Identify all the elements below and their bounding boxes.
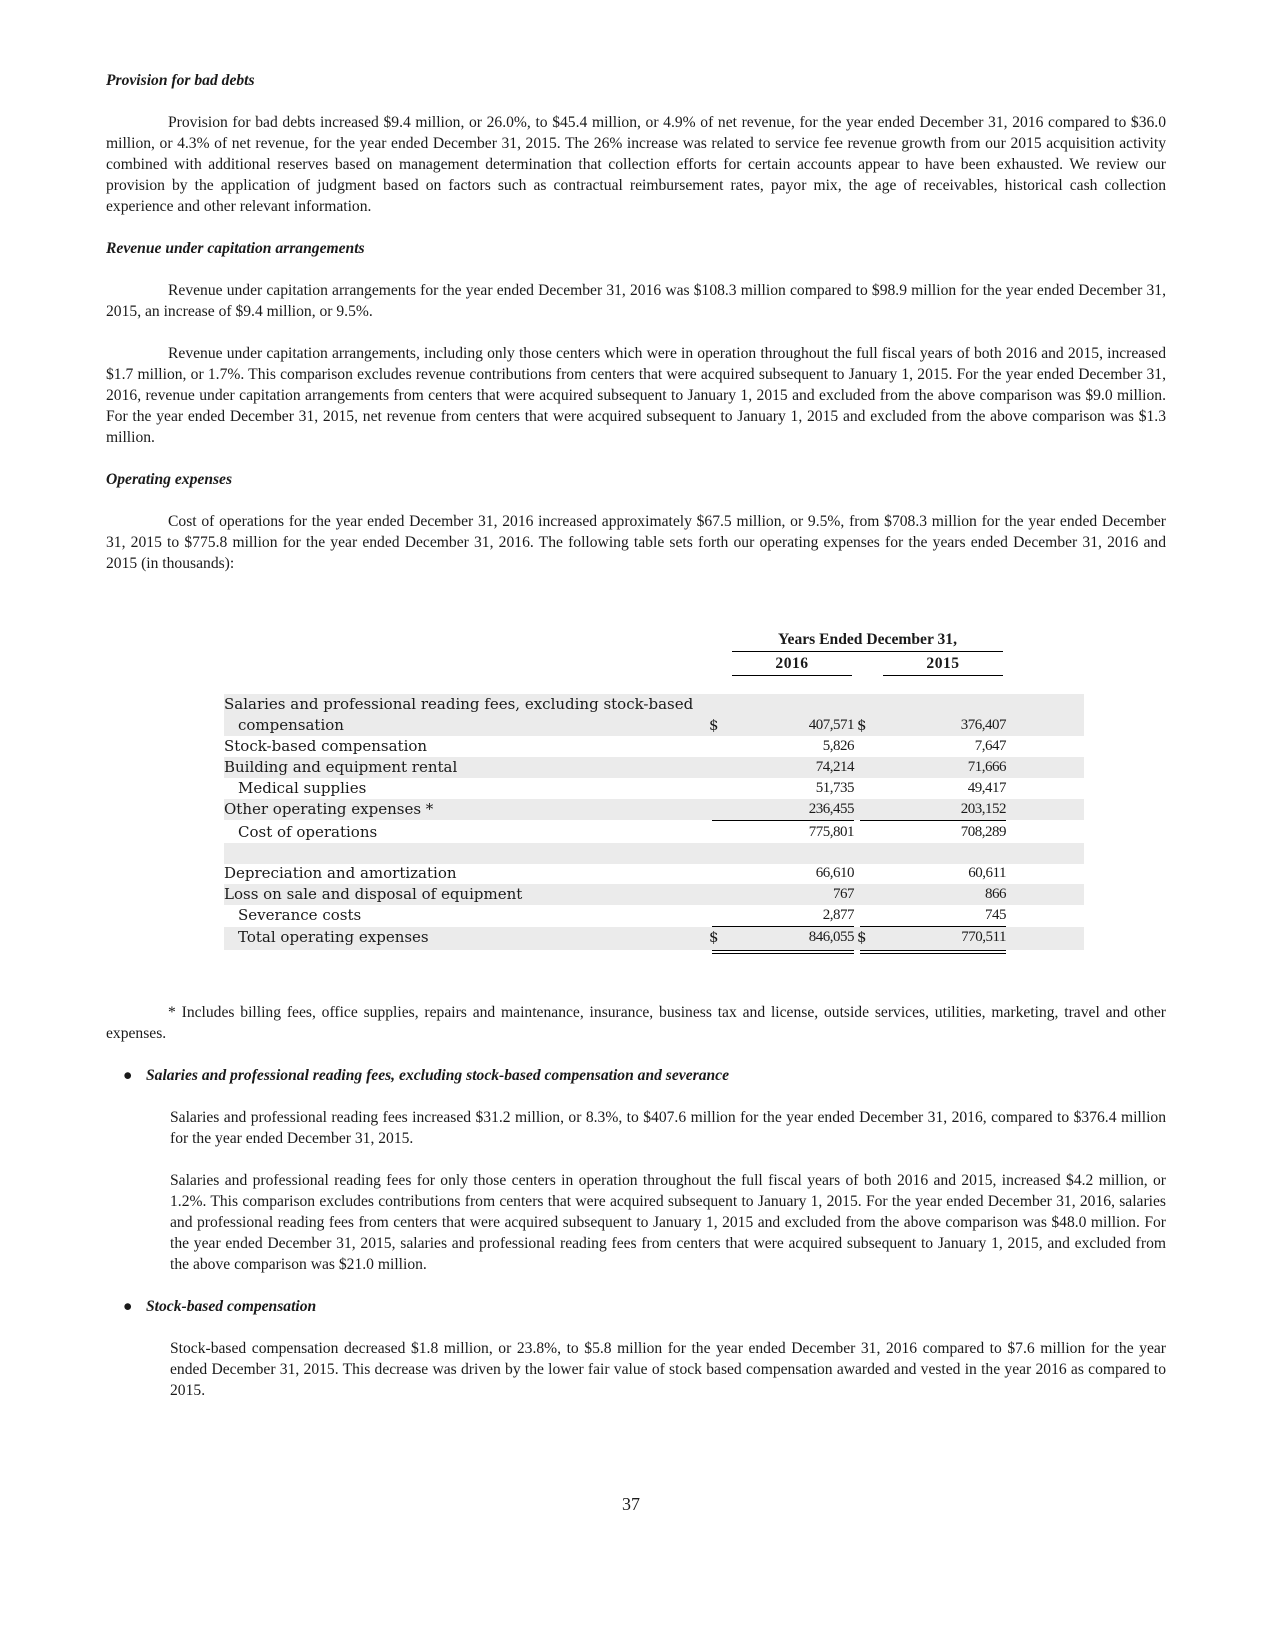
- cell-2015: 49,417: [967, 780, 1006, 796]
- paragraph-capitation-2: Revenue under capitation arrangements, including only those centers which were in operation throughout the full fiscal years of both 2016 and 2015, increased $1.7 million, or 1.7%. This comparison excludes revenue contributions from centers that were acquired subsequent to January 1, 2015. For the year ended December 31, 2016, revenue under capitation arrangements from centers that were acquired subsequent to January 1, 2015 and excluded from the above comparison was $9.0 million. For the year ended December 31, 2015, net revenue from centers that were acquired subsequent to January 1, 2015 and excluded from the above comparison was $1.3 million.: [106, 345, 1166, 446]
- table-row: [224, 863, 1084, 884]
- row-label: Depreciation and amortization: [224, 864, 457, 882]
- section-heading-operating-expenses: Operating expenses: [106, 471, 233, 488]
- paragraph-bad-debts: Provision for bad debts increased $9.4 million, or 26.0%, to $45.4 million, or 4.9% of net revenue, for the year ended December 31, 2016 compared to $36.0 million, or 4.3% of net revenue, for the year ended December 31, 2015. The 26% increase was related to service fee revenue growth from our 2015 acquisition activity combined with additional reserves based on management determination that collection efforts for certain accounts appear to have been exhausted. We review our provision by the application of judgment based on factors such as contractual reimbursement rates, payor mix, the age of receivables, historical cash collection experience and other relevant information.: [106, 114, 1166, 215]
- total-double-rule: [712, 950, 854, 954]
- bullet-heading-text: Stock-based compensation: [146, 1298, 317, 1315]
- cell-2015: 71,666: [967, 759, 1006, 775]
- table-row: [224, 822, 1084, 843]
- row-label: Building and equipment rental: [224, 758, 458, 776]
- paragraph-stock-based: Stock-based compensation decreased $1.8 million, or 23.8%, to $5.8 million for the year ended December 31, 2016 compared to $7.6 million for the year ended December 31, 2015. This decrease was driven by the lower fair value of stock based compensation awarded and vested in the year 2016 as compared to 2015.: [170, 1340, 1166, 1399]
- section-heading-capitation: Revenue under capitation arrangements: [106, 240, 365, 257]
- table-row: [224, 905, 1084, 926]
- dollar-sign: $: [709, 716, 719, 734]
- cell-2016: 66,610: [815, 865, 854, 881]
- table-row-total: [224, 927, 1084, 950]
- page-number: 37: [622, 1494, 640, 1514]
- dollar-sign: $: [857, 716, 867, 734]
- operating-expenses-table: [106, 595, 1166, 980]
- cell-2015: 60,611: [968, 865, 1006, 881]
- row-label: Total operating expenses: [238, 928, 429, 946]
- row-label: Other operating expenses *: [224, 800, 434, 818]
- cell-2016: 767: [833, 886, 854, 902]
- bullet-heading-text: Salaries and professional reading fees, excluding stock-based compensation and severance: [146, 1067, 730, 1084]
- bullet-icon: ●: [123, 1067, 133, 1084]
- row-label: Loss on sale and disposal of equipment: [224, 885, 523, 903]
- cell-2016: 51,735: [815, 780, 854, 796]
- dollar-sign: $: [857, 928, 867, 946]
- paragraph-salaries-2: Salaries and professional reading fees for only those centers in operation throughout the full fiscal years of both 2016 and 2015, increased $4.2 million, or 1.2%. This comparison excludes contributions from centers that were acquired subsequent to January 1, 2015. For the year ended December 31, 2016, salaries and professional reading fees from centers that were acquired subsequent to January 1, 2015 and excluded from the above comparison was $48.0 million. For the year ended December 31, 2015, salaries and professional reading fees from centers that were acquired subsequent to January 1, 2015, and excluded from the above comparison was $21.0 million.: [170, 1172, 1166, 1273]
- cell-2015: 708,289: [960, 824, 1006, 840]
- table-row: [224, 799, 1084, 820]
- cell-2016: 5,826: [822, 738, 854, 754]
- table-header-years: Years Ended December 31,: [732, 629, 1003, 652]
- cell-2015: 745: [985, 907, 1006, 923]
- paragraph-salaries-1: Salaries and professional reading fees increased $31.2 million, or 8.3%, to $407.6 million for the year ended December 31, 2016, compared to $376.4 million for the year ended December 31, 2015.: [170, 1109, 1166, 1147]
- cell-2015: 7,647: [974, 738, 1006, 754]
- document-page: [106, 70, 1166, 1422]
- row-label: Cost of operations: [238, 823, 378, 841]
- table-row: [224, 778, 1084, 799]
- column-header-2016: 2016: [732, 653, 852, 676]
- dollar-sign: $: [709, 928, 719, 946]
- bullet-heading-stock-based: [106, 1296, 1166, 1317]
- table-footnote: * Includes billing fees, office supplies, repairs and maintenance, insurance, business tax and license, outside services, utilities, marketing, travel and other expenses.: [106, 1004, 1166, 1042]
- row-label: compensation: [238, 716, 344, 734]
- row-label: Salaries and professional reading fees, excluding stock-based: [224, 695, 694, 713]
- cell-2016: 407,571: [808, 717, 854, 733]
- table-row: [224, 694, 1084, 715]
- cell-2016: 775,801: [808, 824, 854, 840]
- subtotal-rule: [860, 820, 1006, 821]
- row-label: Severance costs: [238, 906, 362, 924]
- table-row: [224, 757, 1084, 778]
- cell-2016: 74,214: [815, 759, 854, 775]
- bullet-icon: ●: [123, 1298, 133, 1315]
- subtotal-rule: [712, 820, 854, 821]
- row-label: Medical supplies: [238, 779, 367, 797]
- column-header-2015: 2015: [883, 653, 1003, 676]
- cell-2016: 846,055: [808, 929, 854, 945]
- cell-2015: 376,407: [960, 717, 1006, 733]
- paragraph-capitation-1: Revenue under capitation arrangements for the year ended December 31, 2016 was $108.3 million compared to $98.9 million for the year ended December 31, 2015, an increase of $9.4 million, or 9.5%.: [106, 282, 1166, 320]
- cell-2015: 770,511: [961, 929, 1006, 945]
- cell-2016: 236,455: [808, 801, 854, 817]
- cell-2015: 866: [985, 886, 1006, 902]
- cell-2016: 2,877: [822, 907, 854, 923]
- total-double-rule: [860, 950, 1006, 954]
- table-row: [224, 736, 1084, 757]
- cell-2015: 203,152: [960, 801, 1006, 817]
- bullet-heading-salaries: [106, 1065, 1166, 1086]
- section-heading-bad-debts: Provision for bad debts: [106, 72, 255, 89]
- table-row: [224, 884, 1084, 905]
- row-label: Stock-based compensation: [224, 737, 428, 755]
- paragraph-operating-expenses: Cost of operations for the year ended December 31, 2016 increased approximately $67.5 million, or 9.5%, from $708.3 million for the year ended December 31, 2015 to $775.8 million for the year ended December 31, 2016. The following table sets forth our operating expenses for the years ended December 31, 2016 and 2015 (in thousands):: [106, 513, 1166, 572]
- table-spacer-row: [224, 843, 1084, 864]
- table-row: [224, 715, 1084, 736]
